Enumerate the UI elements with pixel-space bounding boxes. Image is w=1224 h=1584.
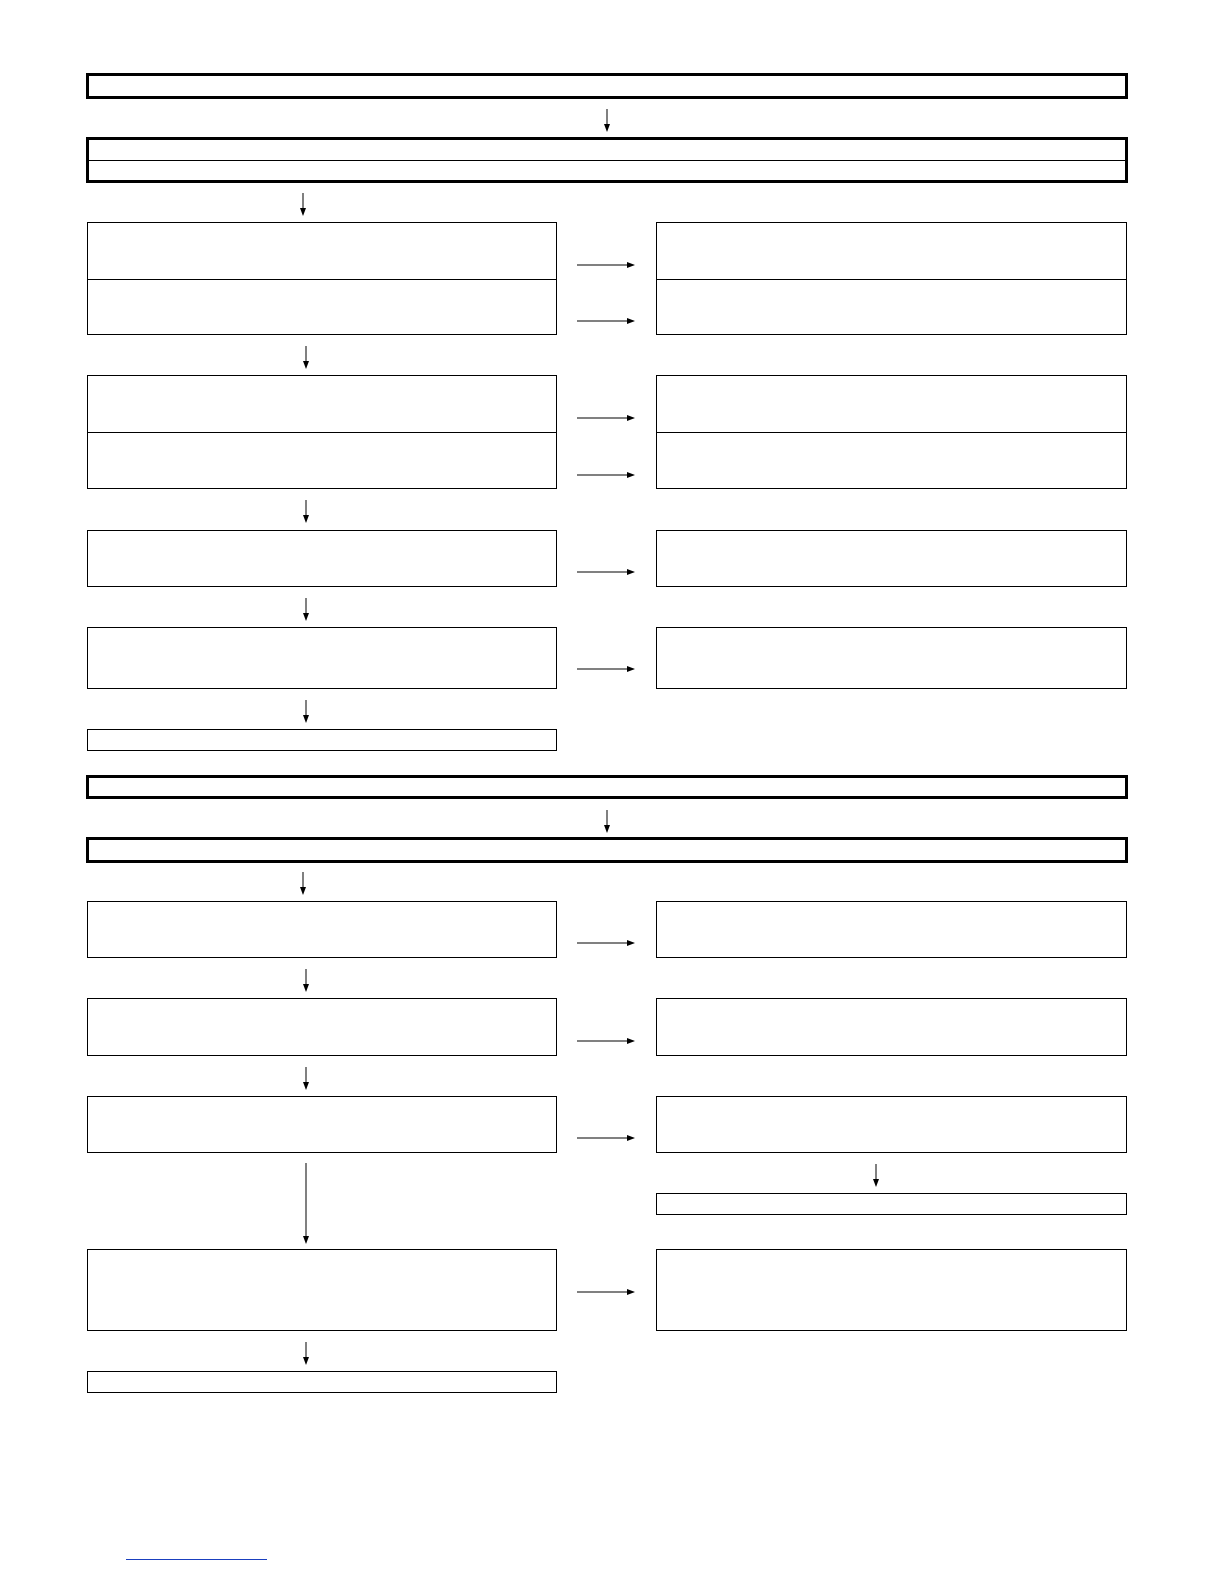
s1-step4-left bbox=[87, 627, 557, 689]
s1-end-box bbox=[87, 729, 557, 751]
section1-subheader bbox=[86, 137, 1128, 183]
s2-step3-right bbox=[656, 1096, 1127, 1153]
section1-subheader-divider bbox=[89, 160, 1125, 161]
section1-header bbox=[86, 73, 1128, 99]
s1-step1-left-divider bbox=[88, 279, 556, 280]
s2-branch-end-box bbox=[656, 1193, 1127, 1215]
section2-subheader bbox=[86, 837, 1128, 863]
section2-header bbox=[86, 775, 1128, 799]
s1-step1-right-divider bbox=[657, 279, 1126, 280]
s2-step4-right bbox=[656, 1249, 1127, 1331]
footer-link-underline[interactable] bbox=[126, 1559, 267, 1560]
s2-step2-left bbox=[87, 998, 557, 1056]
s1-step2-left-divider bbox=[88, 432, 556, 433]
s1-step3-left bbox=[87, 530, 557, 587]
s1-step4-right bbox=[656, 627, 1127, 689]
s2-step4-left bbox=[87, 1249, 557, 1331]
s2-step1-right bbox=[656, 901, 1127, 958]
s1-step3-right bbox=[656, 530, 1127, 587]
s1-step1-right bbox=[656, 222, 1127, 335]
s1-step2-left bbox=[87, 375, 557, 489]
s1-step2-right-divider bbox=[657, 432, 1126, 433]
s1-step1-left bbox=[87, 222, 557, 335]
s1-step2-right bbox=[656, 375, 1127, 489]
s2-step3-left bbox=[87, 1096, 557, 1153]
s2-step1-left bbox=[87, 901, 557, 958]
s2-end-box bbox=[87, 1371, 557, 1393]
s2-step2-right bbox=[656, 998, 1127, 1056]
